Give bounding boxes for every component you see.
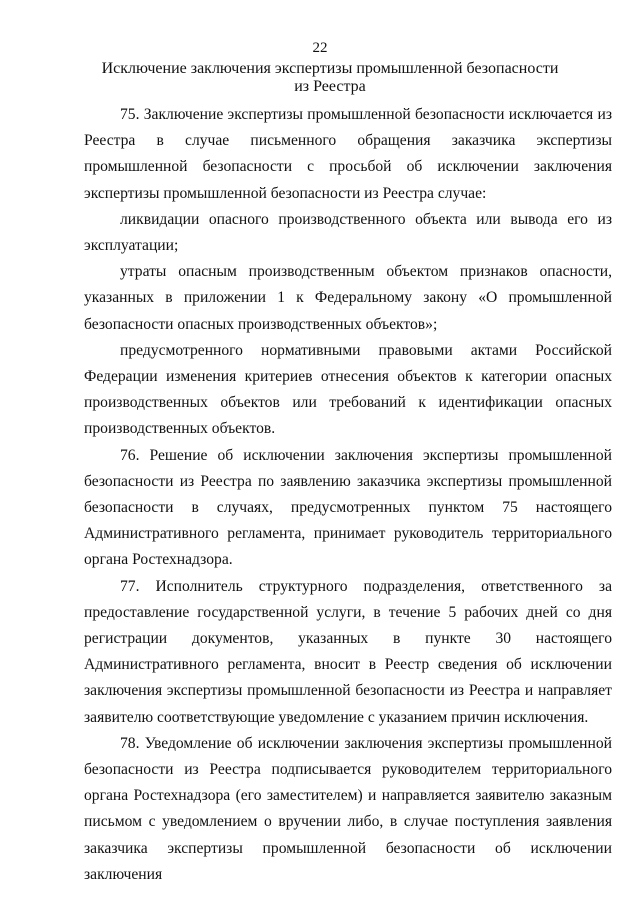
list-item-criteria-change: предусмотренного нормативными правовыми актами Российской Федерации изменения критериев отнесения объектов к категории опасных производственных объектов или требований к идентификации опасных производственных объектов. [84,341,612,438]
paragraph-77: 77. Исполнитель структурного подразделения, ответственного за предоставление государственной услуги, в течение 5 рабочих дней со дня регистрации документов, указанных в пункте 30 настоящего Административного регламента, вносит в Реестр сведения об исключении заключения экспертизы промышленной безопасности из Реестра и направляет заявителю соответствующие уведомление с указанием причин исключения. [84,577,612,726]
section-heading-line-2: из Реестра [294,78,366,95]
paragraph-78: 78. Уведомление об исключении заключения экспертизы промышленной безопасности из Реестра подписывается руководителем территориального органа Ростехнадзора (его заместителем) и направляется заявителю заказным письмом с уведомлением о вручении либо, в случае поступления заявления заказчика экспертизы промышленной безопасности об исключении заключения [84,734,612,883]
list-item-loss-of-hazard: утраты опасным производственным объектом признаков опасности, указанных в приложении 1 к Федеральному закону «О промышленной безопасности опасных производственных объектов»; [84,263,612,333]
page-number: 22 [312,40,328,56]
section-heading-line-1: Исключение заключения экспертизы промышленной безопасности [101,60,559,77]
paragraph-75: 75. Заключение экспертизы промышленной безопасности исключается из Реестра в случае письменного обращения заказчика экспертизы промышленной безопасности с просьбой об исключении заключения экспертизы промышленной безопасности из Реестра случае: [84,106,612,202]
section-heading [90,60,570,96]
paragraph-76: 76. Решение об исключении заключения экспертизы промышленной безопасности из Реестра по заявлению заказчика экспертизы промышленной безопасности в случаях, предусмотренных пунктом 75 настоящего Административного регламента, принимает руководитель территориального органа Ростехнадзора. [84,446,612,569]
body-text [84,102,612,888]
list-item-liquidation: ликвидации опасного производственного объекта или вывода его из эксплуатации; [84,210,612,255]
